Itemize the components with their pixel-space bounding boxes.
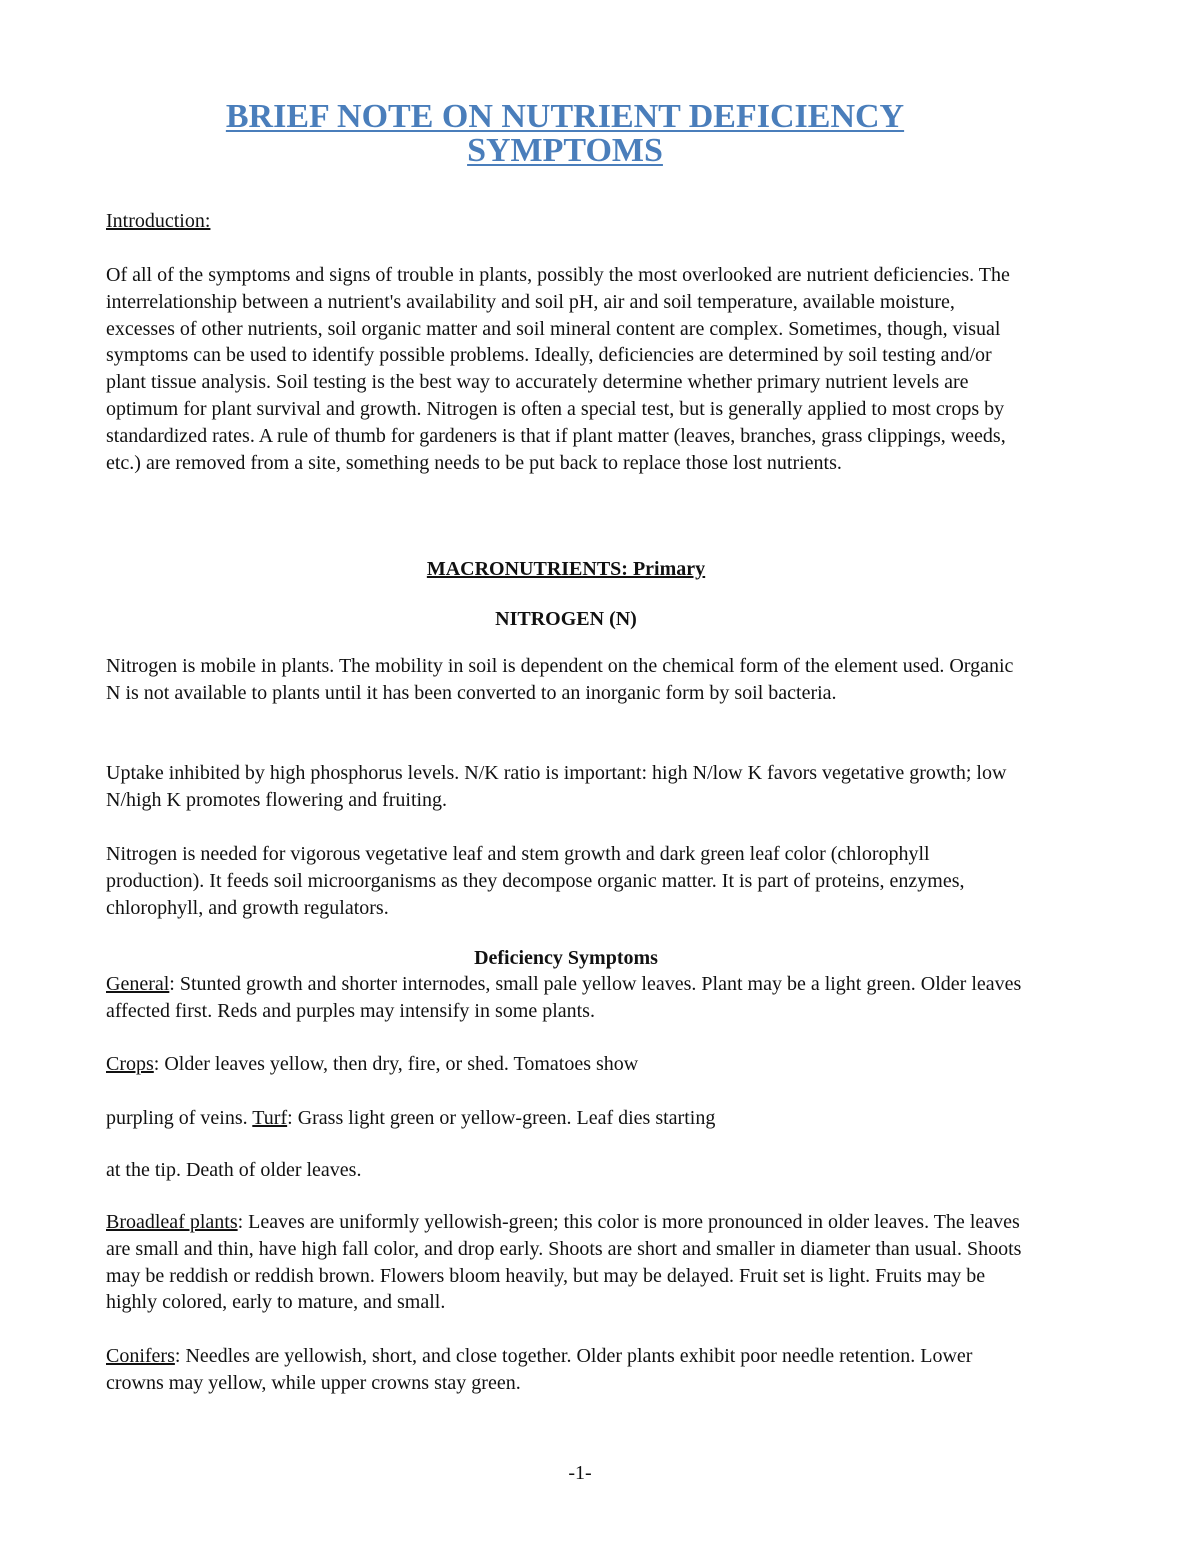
general-text: : Stunted growth and shorter internodes, small pale yellow leaves. Plant may be a light green. Older leaves affected first. Reds and purples may intensify in some plants. — [106, 973, 1022, 1022]
document-title — [0, 100, 1130, 168]
nutrient-heading: NITROGEN (N) — [495, 608, 637, 630]
intro-paragraph: Of all of the symptoms and signs of trouble in plants, possibly the most overlooked are nutrient deficiencies. The interrelationship between a nutrient's availability and soil pH, air and soil temperature, available moisture, excesses of other nutrients, soil organic matter and soil mineral content are complex. Sometimes, though, visual symptoms can be used to identify possible problems. Ideally, deficiencies are determined by soil testing and/or plant tissue analysis. Soil testing is the best way to accurately determine whether primary nutrient levels are optimum for plant survival and growth. Nitrogen is often a special test, but is generally applied to most crops by standardized rates. A rule of thumb for gardeners is that if plant matter (leaves, branches, grass clippings, weeds, etc.) are removed from a site, something needs to be put back to replace those lost nutrients. — [106, 264, 1010, 474]
crops-label: Crops — [106, 1053, 154, 1075]
deficiency-heading: Deficiency Symptoms — [474, 947, 658, 969]
general-label: General — [106, 973, 170, 995]
page-number: -1- — [568, 1462, 592, 1484]
broadleaf-paragraph — [106, 1209, 1026, 1316]
conifers-paragraph — [106, 1343, 1026, 1397]
crops-text: : Older leaves yellow, then dry, fire, or shed. Tomatoes show — [153, 1053, 639, 1075]
nitrogen-mobility-paragraph: Nitrogen is mobile in plants. The mobility in soil is dependent on the chemical form of the element used. Organic N is not available to plants until it has been converted to an inorganic form by soil bacteria. — [106, 655, 1014, 704]
crops-line-2 — [106, 1105, 1026, 1132]
turf-label: Turf — [252, 1107, 288, 1129]
conifers-text: : Needles are yellowish, short, and close together. Older plants exhibit poor needle retention. Lower crowns may yellow, while upper crowns stay green. — [106, 1345, 973, 1394]
broadleaf-text: : Leaves are uniformly yellowish-green; this color is more pronounced in older leaves. The leaves are small and thin, have high fall color, and drop early. Shoots are short and smaller in diameter than usual. Shoots may be reddish or reddish brown. Flowers bloom heavily, but may be delayed. Fruit set is light. Fruits may be highly colored, early to mature, and small. — [106, 1211, 1022, 1314]
title-line-1: BRIEF NOTE ON NUTRIENT DEFICIENCY — [225, 98, 905, 135]
crops-line-3: at the tip. Death of older leaves. — [106, 1159, 362, 1181]
crops-line-1 — [106, 1051, 1026, 1078]
nitrogen-uptake-paragraph: Uptake inhibited by high phosphorus levels. N/K ratio is important: high N/low K favors vegetative growth; low N/high K promotes flowering and fruiting. — [106, 762, 1007, 811]
nitrogen-role-paragraph: Nitrogen is needed for vigorous vegetative leaf and stem growth and dark green leaf color (chlorophyll production). It feeds soil microorganisms as they decompose organic matter. It is part of proteins, enzymes, chlorophyll, and growth regulators. — [106, 843, 965, 919]
general-paragraph — [106, 971, 1026, 1025]
crops-line-2-text: purpling of veins. — [106, 1107, 253, 1129]
turf-text: : Grass light green or yellow-green. Leaf dies starting — [287, 1107, 716, 1129]
broadleaf-label: Broadleaf plants — [106, 1211, 238, 1233]
title-line-2: SYMPTOMS — [467, 132, 663, 169]
conifers-label: Conifers — [106, 1345, 175, 1367]
intro-heading: Introduction: — [106, 210, 211, 232]
section-heading: MACRONUTRIENTS: Primary — [426, 558, 706, 580]
